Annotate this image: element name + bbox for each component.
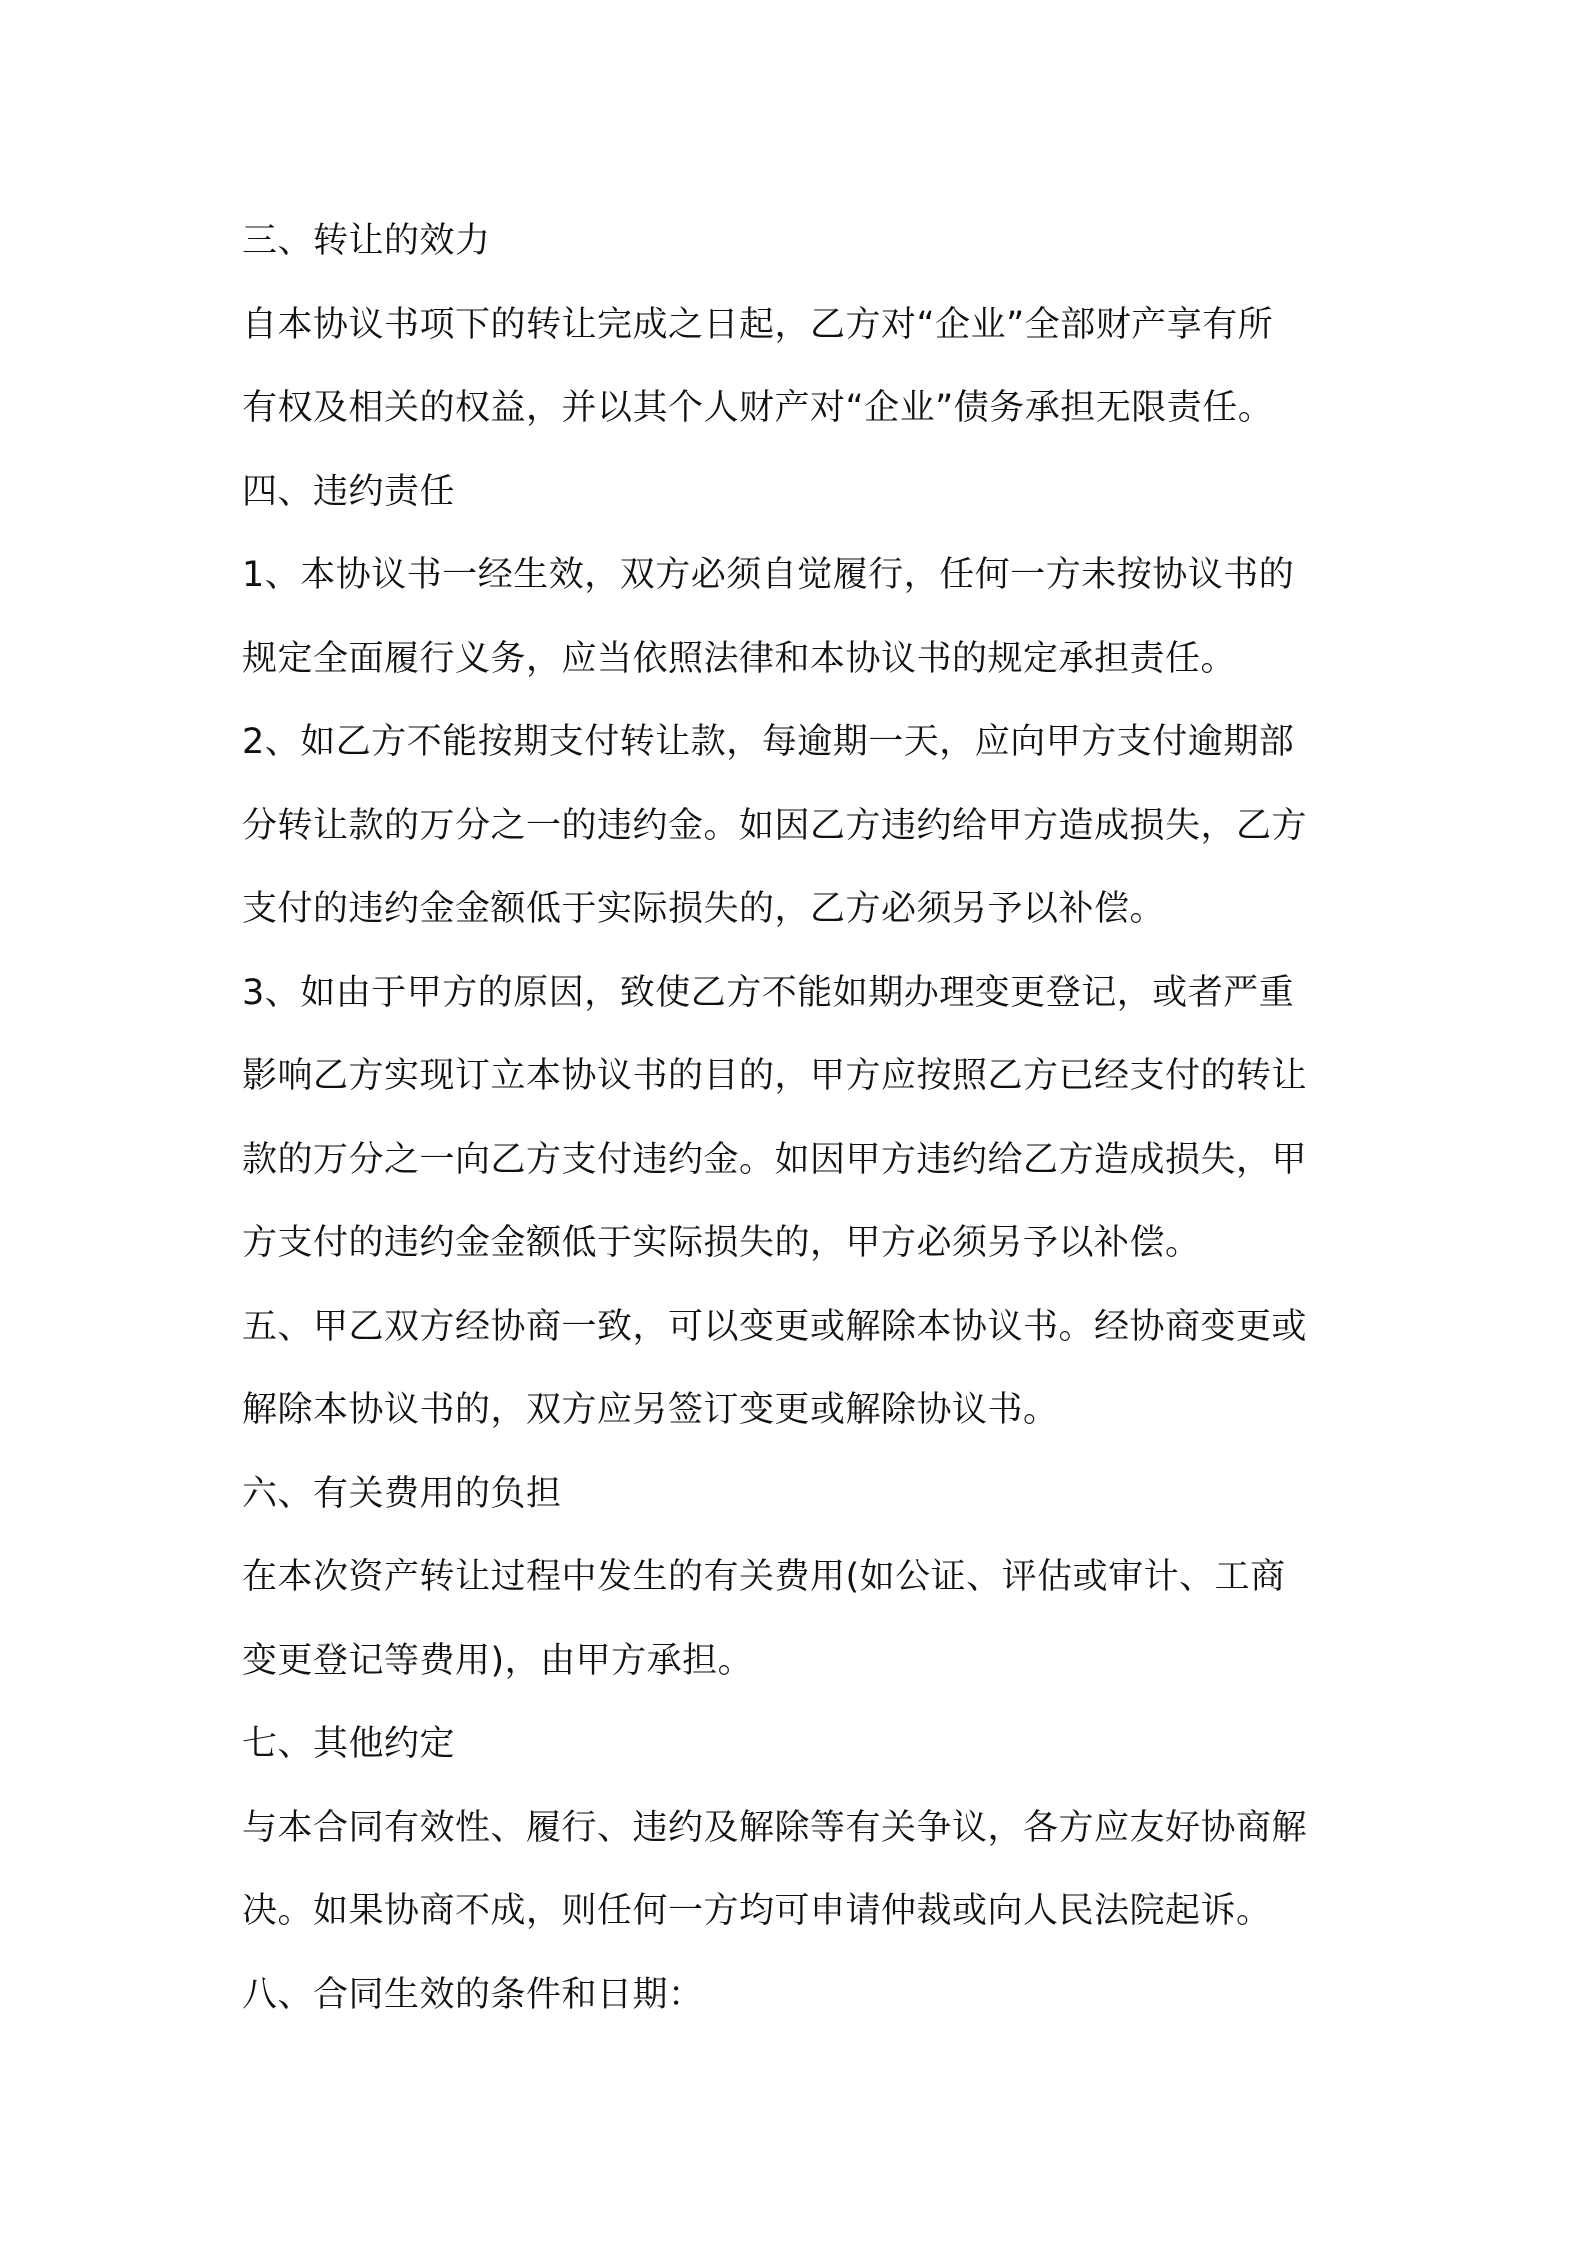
paragraph-line: 变更登记等费用)，由甲方承担。 <box>242 1640 754 1681</box>
section-heading-breach-liability: 四、违约责任 <box>242 471 456 512</box>
paragraph-line: 支付的违约金金额低于实际损失的，乙方必须另予以补偿。 <box>242 889 1166 929</box>
section-heading-expenses: 六、有关费用的负担 <box>242 1473 562 1514</box>
paragraph-line: 在本次资产转让过程中发生的有关费用(如公证、评估或审计、工商 <box>242 1557 1286 1597</box>
section-heading-transfer-effect: 三、转让的效力 <box>242 221 491 261</box>
paragraph-line: 3、如由于甲方的原因，致使乙方不能如期办理变更登记，或者严重 <box>242 972 1295 1013</box>
paragraph-line: 2、如乙方不能按期支付转让款，每逾期一天，应向甲方支付逾期部 <box>242 722 1295 762</box>
paragraph-line: 解除本协议书的，双方应另签订变更或解除协议书。 <box>242 1390 1059 1430</box>
paragraph-line: 与本合同有效性、履行、违约及解除等有关争议，各方应友好协商解 <box>242 1807 1308 1848</box>
document-body <box>242 200 1354 2037</box>
paragraph-line: 款的万分之一向乙方支付违约金。如因甲方违约给乙方造成损失，甲 <box>242 1139 1308 1180</box>
paragraph-line: 分转让款的万分之一的违约金。如因乙方违约给甲方造成损失，乙方 <box>242 805 1308 846</box>
section-heading-effective-conditions: 八、合同生效的条件和日期： <box>242 1974 704 2015</box>
section-heading-other-terms: 七、其他约定 <box>242 1724 456 1764</box>
section-heading-modification: 五、甲乙双方经协商一致，可以变更或解除本协议书。经协商变更或 <box>242 1306 1308 1347</box>
paragraph-line: 决。如果协商不成，则任何一方均可申请仲裁或向人民法院起诉。 <box>242 1891 1272 1931</box>
paragraph-line: 自本协议书项下的转让完成之日起，乙方对“企业”全部财产享有所 <box>242 304 1274 345</box>
paragraph-line: 规定全面履行义务，应当依照法律和本协议书的规定承担责任。 <box>242 638 1237 679</box>
paragraph-line: 影响乙方实现订立本协议书的目的，甲方应按照乙方已经支付的转让 <box>242 1056 1308 1096</box>
paragraph-line: 方支付的违约金金额低于实际损失的，甲方必须另予以补偿。 <box>242 1223 1201 1263</box>
paragraph-line: 有权及相关的权益，并以其个人财产对“企业”债务承担无限责任。 <box>242 388 1274 428</box>
paragraph-line: 1、本协议书一经生效，双方必须自觉履行，任何一方未按协议书的 <box>242 555 1295 595</box>
